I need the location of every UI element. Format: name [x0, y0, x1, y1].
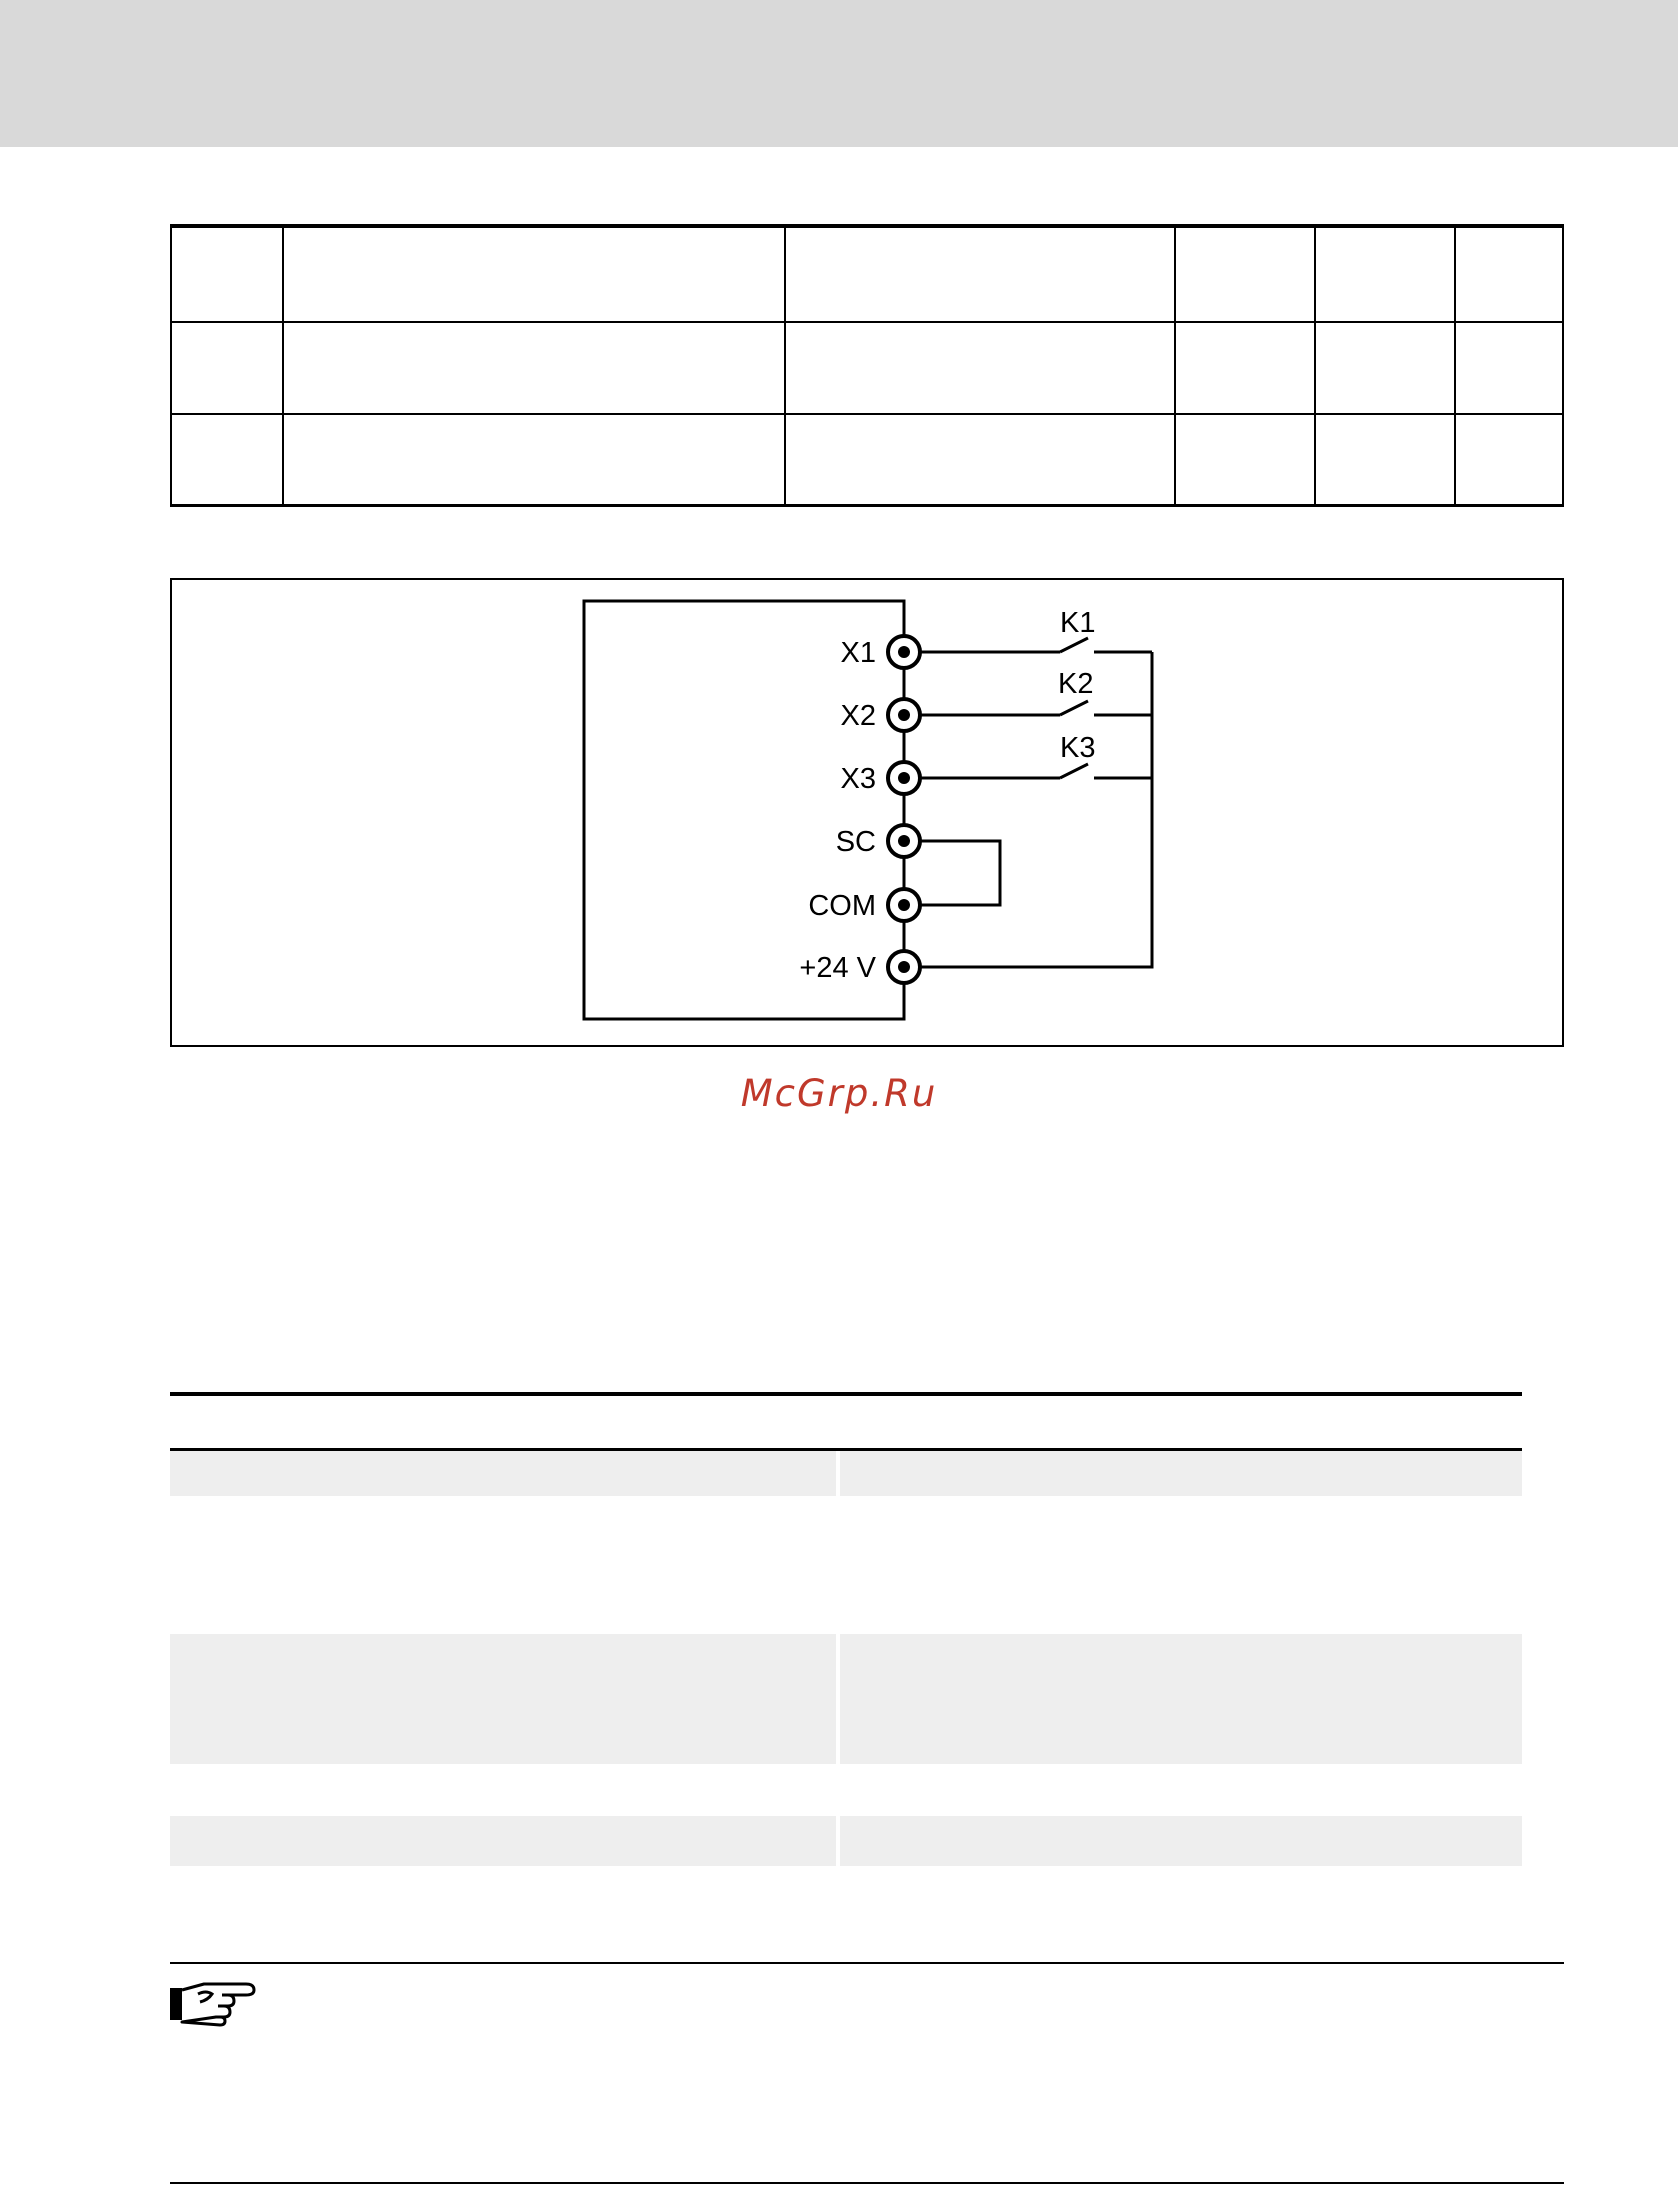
page-header-band [0, 0, 1678, 147]
table-column-divider [784, 228, 786, 504]
wiring-diagram-svg [172, 580, 1562, 1045]
terminal-label-x1: X1 [840, 637, 876, 669]
switch-k2 [920, 668, 1152, 715]
switch-k3 [920, 732, 1152, 778]
terminal-x2 [841, 699, 920, 732]
table-top-rule [170, 1392, 1522, 1396]
terminal-x3 [841, 762, 920, 795]
terminal-24v [799, 951, 920, 984]
pointing-hand-icon [168, 1980, 258, 2028]
terminal-label-com: COM [808, 890, 876, 922]
table-column-divider [1174, 228, 1176, 504]
switch-label-k3: K3 [1060, 732, 1096, 764]
terminal-label-sc: SC [835, 826, 876, 858]
parameter-table [170, 224, 1564, 507]
switch-label-k1: K1 [1060, 607, 1096, 639]
table-row [170, 1634, 1522, 1764]
function-table [170, 1392, 1522, 1866]
terminal-label-24v: +24 V [799, 952, 876, 984]
terminal-x1 [841, 636, 920, 669]
note-bottom-rule [170, 2182, 1564, 2184]
table-column-divider [1314, 228, 1316, 504]
table-row [170, 1816, 1522, 1866]
table-column-divider [282, 228, 284, 504]
terminal-label-x2: X2 [840, 700, 876, 732]
table-row [170, 1451, 1522, 1496]
terminal-label-x3: X3 [840, 763, 876, 795]
note-top-rule [170, 1962, 1564, 1964]
sc-com-jumper [920, 841, 1000, 905]
table-column-gap [836, 1816, 840, 1866]
table-column-gap [836, 1634, 840, 1764]
table-row-divider [172, 321, 1562, 323]
watermark: McGrp.Ru [740, 1072, 938, 1115]
table-row-divider [172, 413, 1562, 415]
table-column-gap [836, 1451, 840, 1496]
switch-k1 [920, 607, 1152, 652]
common-bus-24v [920, 652, 1152, 967]
switch-label-k2: K2 [1058, 668, 1094, 700]
terminal-com [808, 889, 920, 922]
wiring-diagram [170, 578, 1564, 1047]
terminal-sc [836, 825, 920, 858]
table-column-divider [1454, 228, 1456, 504]
